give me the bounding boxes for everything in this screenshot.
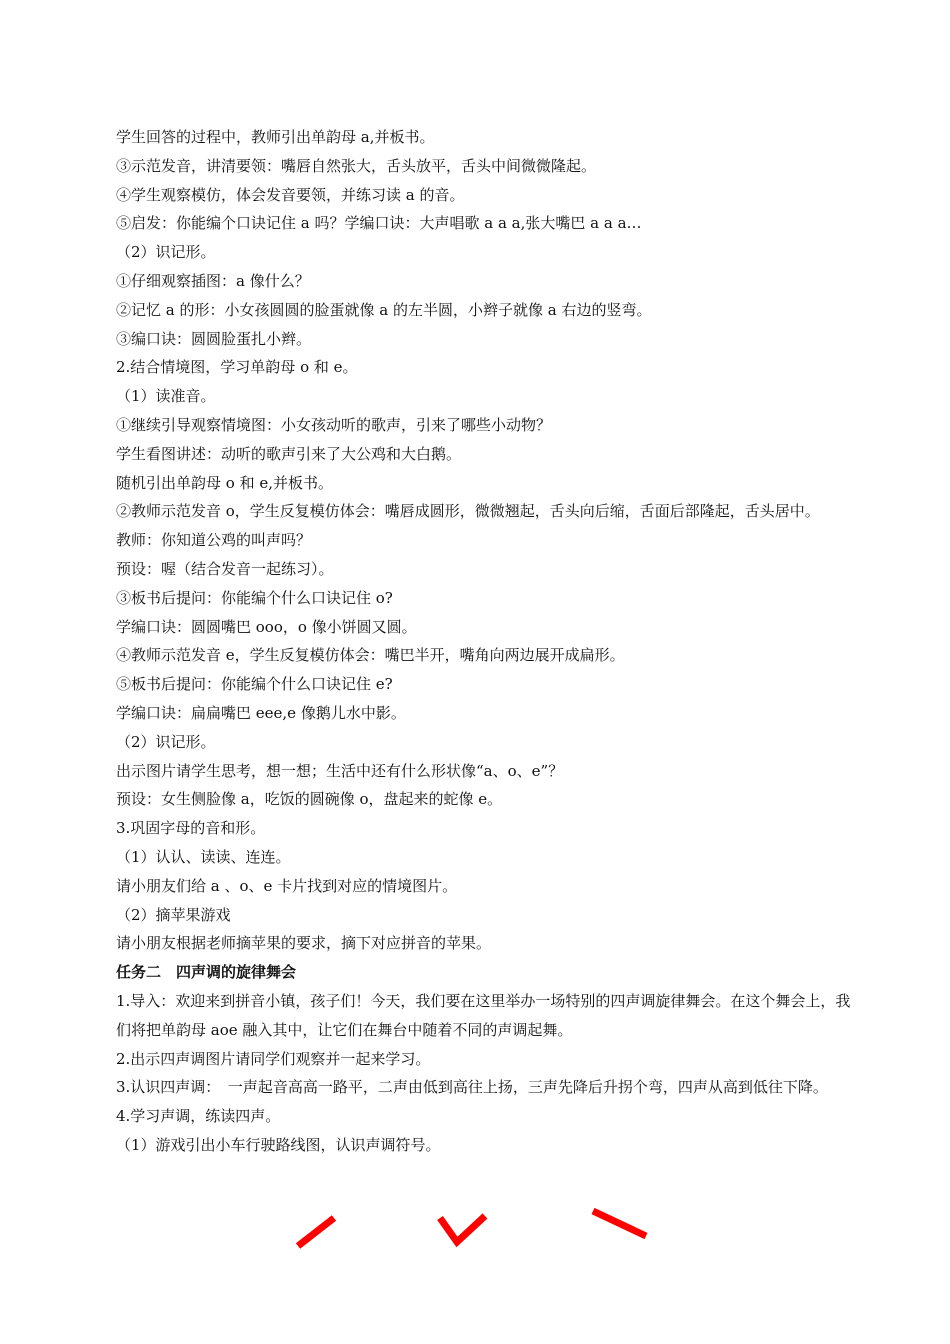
paragraph: ⑤启发：你能编个口诀记住 a 吗？学编口诀：大声唱歌 a a a,张大嘴巴 a a a… (116, 214, 642, 233)
paragraph: ⑤板书后提问：你能编个什么口诀记住 e? (116, 675, 393, 694)
paragraph: ③板书后提问：你能编个什么口诀记住 o? (116, 588, 393, 607)
paragraph: （2）摘苹果游戏 (116, 905, 231, 924)
paragraph: 学编口诀：圆圆嘴巴 ooo，o 像小饼圆又圆。 (116, 617, 417, 636)
paragraph: 3.认识四声调： 一声起音高高一路平，二声由低到高往上扬，三声先降后升拐个弯，四声从高到低往下降。 (116, 1078, 828, 1097)
paragraph: 出示图片请学生思考，想一想；生活中还有什么形状像“a、o、e”？ (116, 761, 564, 780)
paragraph: 请小朋友根据老师摘苹果的要求，摘下对应拼音的苹果。 (116, 934, 492, 953)
paragraph: （2）识记形。 (116, 243, 216, 262)
third-tone-mark (440, 1216, 485, 1242)
paragraph: 2.出示四声调图片请同学们观察并一起来学习。 (116, 1049, 431, 1068)
paragraph: 2.结合情境图，学习单韵母 o 和 e。 (116, 358, 358, 377)
paragraph: 学编口诀：扁扁嘴巴 eee,e 像鹅儿水中影。 (116, 703, 406, 722)
paragraph: 教师：你知道公鸡的叫声吗？ (116, 531, 312, 550)
paragraph: ②记忆 a 的形：小女孩圆圆的脸蛋就像 a 的左半圆，小辫子就像 a 右边的竖弯。 (116, 300, 652, 319)
paragraph: ③编口诀：圆圆脸蛋扎小辫。 (116, 329, 312, 348)
paragraph: ①继续引导观察情境图：小女孩动听的歌声，引来了哪些小动物？ (116, 415, 552, 434)
paragraph: 4.学习声调，练读四声。 (116, 1107, 281, 1126)
paragraph: 学生回答的过程中，教师引出单韵母 a,并板书。 (116, 128, 435, 146)
paragraph: ③示范发音，讲清要领：嘴唇自然张大，舌头放平，舌头中间微微隆起。 (116, 156, 597, 175)
paragraph: （1）认认、读读、连连。 (116, 847, 291, 866)
paragraph: ④教师示范发音 e，学生反复模仿体会：嘴巴半开，嘴角向两边展开成扁形。 (116, 646, 625, 665)
paragraph: （2）识记形。 (116, 732, 216, 751)
paragraph: 随机引出单韵母 o 和 e,并板书。 (116, 473, 333, 492)
fourth-tone-mark (593, 1211, 646, 1236)
paragraph: 请小朋友们给 a 、o、e 卡片找到对应的情境图片。 (116, 876, 458, 895)
paragraph: ④学生观察模仿，体会发音要领，并练习读 a 的音。 (116, 185, 465, 204)
paragraph: 预设：喔（结合发音一起练习）。 (116, 559, 334, 578)
section-heading: 任务二 四声调的旋律舞会 (116, 963, 297, 982)
paragraph: ①仔细观察插图：a 像什么？ (116, 271, 310, 290)
paragraph: 学生看图讲述：动听的歌声引来了大公鸡和大白鹅。 (116, 444, 462, 463)
paragraph: （1）游戏引出小车行驶路线图，认识声调符号。 (116, 1135, 441, 1154)
paragraph: （1）读准音。 (116, 387, 216, 406)
paragraph: 1.导入：欢迎来到拼音小镇，孩子们！今天，我们要在这里举办一场特别的四声调旋律舞会。在这个舞会上，我们将把单韵母 aoe 融入其中，让它们在舞台中随着不同的声调起舞。 (116, 991, 851, 1039)
paragraph: ②教师示范发音 o，学生反复模仿体会：嘴唇成圆形，微微翘起，舌头向后缩，舌面后部隆起，舌头居中。 (116, 502, 820, 521)
paragraph: 预设：女生侧脸像 a，吃饭的圆碗像 o，盘起来的蛇像 e。 (116, 790, 503, 809)
paragraph: 3.巩固字母的音和形。 (116, 819, 266, 838)
second-tone-mark (298, 1218, 334, 1246)
document-body (116, 123, 856, 1160)
